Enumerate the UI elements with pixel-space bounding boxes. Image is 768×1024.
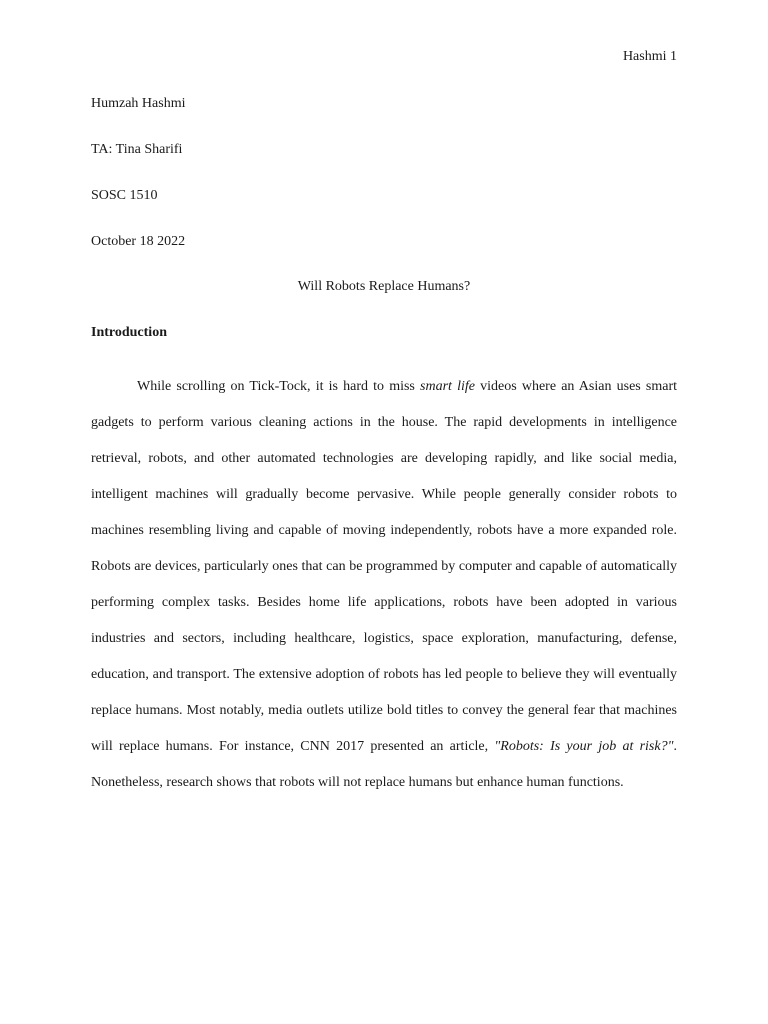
paragraph-text-2: videos where an Asian uses smart gadgets to perform various cleaning actions in the house. The rapid developments in intelligence retrieval, robots, and other automated technologies are developing rapidly, and like social media, intelligent machines will gradually become pervasive. While people generally consider robots to machines resembling living and capable of moving independently, robots have a more expanded role. Robots are devices, particularly ones that can be programmed by computer and capable of automatically performing complex tasks. Besides home life applications, robots have been adopted in various industries and sectors, including healthcare, logistics, space exploration, manufacturing, defense, education, and transport. The extensive adoption of robots has led people to believe they will eventually replace humans. Most notably, media outlets utilize bold titles to convey the general fear that machines will replace humans. For instance, CNN 2017 presented an article, [91,379,677,754]
date: October 18 2022 [91,234,186,249]
ta-name: TA: Tina Sharifi [91,142,183,157]
paper-title: Will Robots Replace Humans? [297,279,471,294]
section-heading: Introduction [91,325,167,340]
author-name: Humzah Hashmi [91,96,186,111]
course-code: SOSC 1510 [91,188,158,203]
paragraph-text-1: While scrolling on Tick-Tock, it is hard to miss [137,379,421,394]
paragraph-text-3: . Nonetheless, research shows that robots will not replace humans but enhance human functions. [91,739,677,790]
paragraph-emphasis-article-title: "Robots: Is your job at risk?" [494,739,674,754]
introduction-paragraph [91,369,677,801]
running-head: Hashmi 1 [622,49,677,64]
paragraph-emphasis-smart-life: smart life [420,379,475,394]
